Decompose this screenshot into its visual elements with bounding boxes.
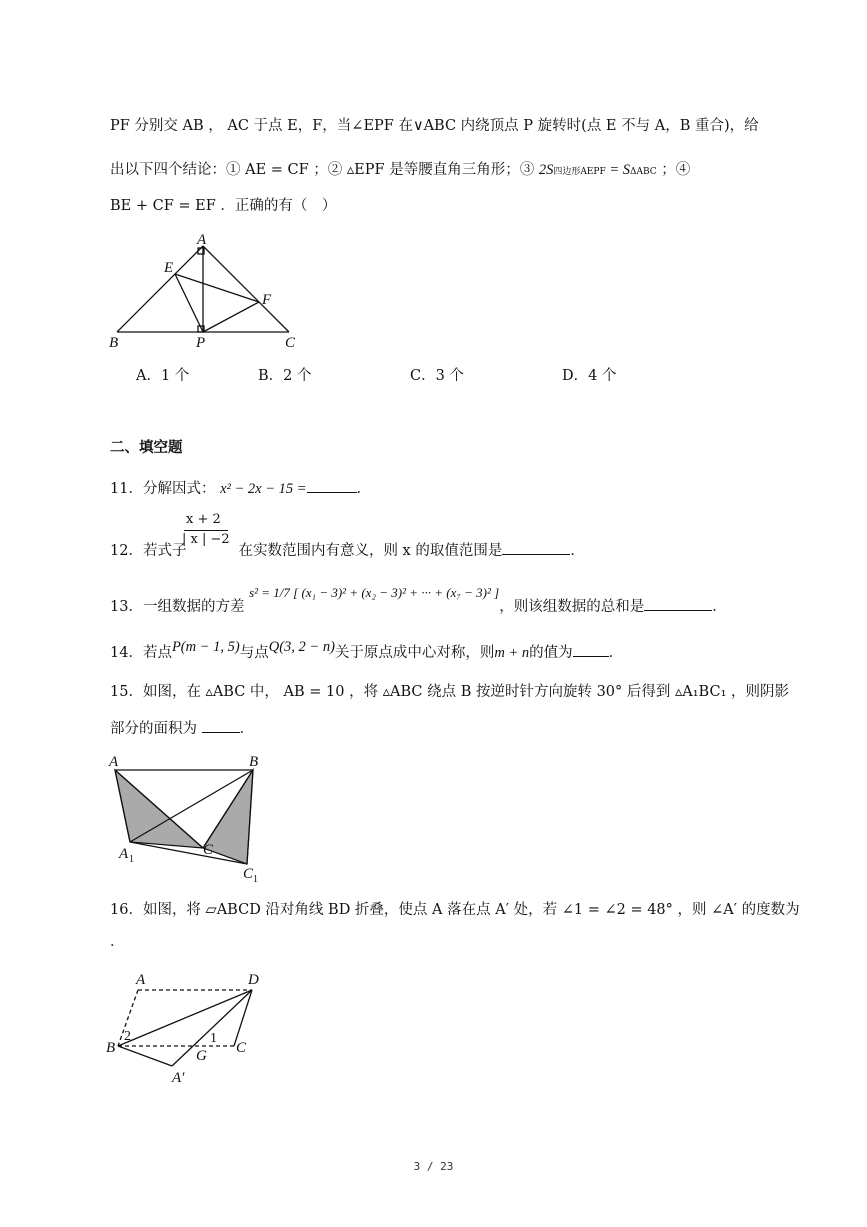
page-number: 3 / 23: [413, 1160, 454, 1173]
fig15-label-A: A: [109, 754, 119, 770]
q12-prefix: 12．若式子: [110, 543, 187, 559]
q10-area-eq: = S: [605, 162, 630, 178]
q14-suffix: ．: [608, 645, 624, 661]
q12-numerator: x + 2: [186, 512, 221, 527]
q12: [110, 540, 585, 561]
fig16-angle-1: 1: [210, 1031, 217, 1046]
q14-prefix: 14．若点: [110, 645, 172, 661]
fig10-label-C: C: [285, 335, 296, 350]
q12-fraction-bar: [184, 530, 228, 531]
q11-prefix: 11．分解因式：: [110, 481, 216, 497]
fig15-label-B: B: [249, 754, 259, 770]
q14-text: 关于原点成中心对称，则: [334, 645, 495, 661]
fig16-label-B: B: [106, 1040, 116, 1056]
q15-line2: [110, 718, 254, 739]
q15-figure: [105, 750, 275, 890]
fig15-label-C1: C: [243, 866, 254, 882]
q12-denominator: | x | −2: [182, 532, 230, 547]
fig15-label-A1-sub: 1: [129, 854, 134, 865]
fig10-label-F: F: [262, 292, 272, 308]
fig16-label-D: D: [248, 972, 259, 988]
q13-prefix: 13．一组数据的方差: [110, 599, 245, 615]
q11-answer-blank[interactable]: [307, 478, 357, 493]
q15-answer-blank[interactable]: [202, 718, 240, 733]
q16-line2: ．: [110, 934, 125, 950]
q16-line1: 16．如图，将 ▱ABCD 沿对角线 BD 折叠，使点 A 落在点 A′ 处，若 ∠1 = ∠2 = 48° ，则 ∠A′ 的度数为: [110, 902, 800, 918]
q10-quad-label: 四边形AEPF: [553, 167, 606, 177]
q10-item4: ；④: [656, 162, 691, 178]
q12-answer-blank[interactable]: [502, 540, 570, 555]
q14-answer-blank[interactable]: [573, 642, 609, 657]
q12-suffix: ．: [570, 543, 585, 559]
q13-text: ，则该组数据的总和是: [499, 599, 645, 615]
fig16-angle-2: 2: [124, 1029, 131, 1044]
q14-mid: 与点: [239, 645, 269, 661]
fig10-label-P: P: [196, 335, 206, 350]
section-title: 二、填空题: [110, 440, 183, 456]
fig16-label-A-prime: A′: [172, 1070, 185, 1086]
q12-text: 在实数范围内有意义，则 x 的取值范围是: [238, 543, 503, 559]
fig10-label-A: A: [197, 232, 207, 248]
q10-line2: [110, 160, 690, 182]
q13: [110, 585, 727, 617]
option-c[interactable]: C．3 个: [410, 368, 464, 384]
q10-area-2s: 2S: [538, 162, 554, 178]
fig10-label-B: B: [109, 335, 119, 350]
option-d[interactable]: D．4 个: [562, 368, 617, 384]
fig10-label-E: E: [164, 260, 174, 276]
q14-expr: m + n: [494, 645, 530, 661]
q10-line3: BE + CF = EF ．正确的有（ ）: [110, 198, 337, 214]
q11-suffix: ．: [356, 481, 372, 497]
q15-line1: 15．如图，在 ▵ABC 中， AB = 10 ，将 ▵ABC 绕点 B 按逆时针方向旋转 30° 后得到 ▵A₁BC₁ ，则阴影: [110, 684, 789, 700]
fig16-label-G: G: [196, 1048, 207, 1064]
fig15-label-C1-sub: 1: [253, 874, 258, 885]
q13-answer-blank[interactable]: [644, 596, 712, 611]
q14-point-q: Q(3, 2 − n): [268, 639, 335, 655]
q14-point-p: P(m − 1, 5): [171, 639, 240, 655]
q10-figure: [105, 230, 305, 350]
option-b[interactable]: B．2 个: [258, 368, 312, 384]
q11-expr: x² − 2x − 15 =: [220, 481, 307, 497]
fig15-label-C: C: [203, 842, 214, 858]
q10-triangle-label: ΔABC: [629, 167, 657, 177]
q14-tail: 的值为: [529, 645, 573, 661]
q11: [110, 478, 371, 499]
q10-line2-text: 出以下四个结论：① AE = CF ；② ▵EPF 是等腰直角三角形；③: [110, 162, 539, 178]
q10-line1: PF 分别交 AB ， AC 于点 E，F，当∠EPF 在∨ABC 内绕顶点 P 旋转时(点 E 不与 A，B 重合)，给: [110, 118, 759, 134]
fig16-label-C: C: [236, 1040, 247, 1056]
fig15-label-A1: A: [119, 846, 129, 862]
q13-formula: s² = 1/7 [ (x₁ − 3)² + (x₂ − 3)² + ··· + (x₇ − 3)² ]: [249, 585, 500, 600]
q16-figure: [100, 962, 280, 1092]
q15-suffix: ．: [239, 721, 255, 737]
q14: [110, 639, 624, 663]
q15-text: 部分的面积为: [110, 721, 197, 737]
fig16-label-A: A: [136, 972, 146, 988]
option-a[interactable]: A．1 个: [136, 368, 190, 384]
q13-suffix: ．: [712, 599, 727, 615]
